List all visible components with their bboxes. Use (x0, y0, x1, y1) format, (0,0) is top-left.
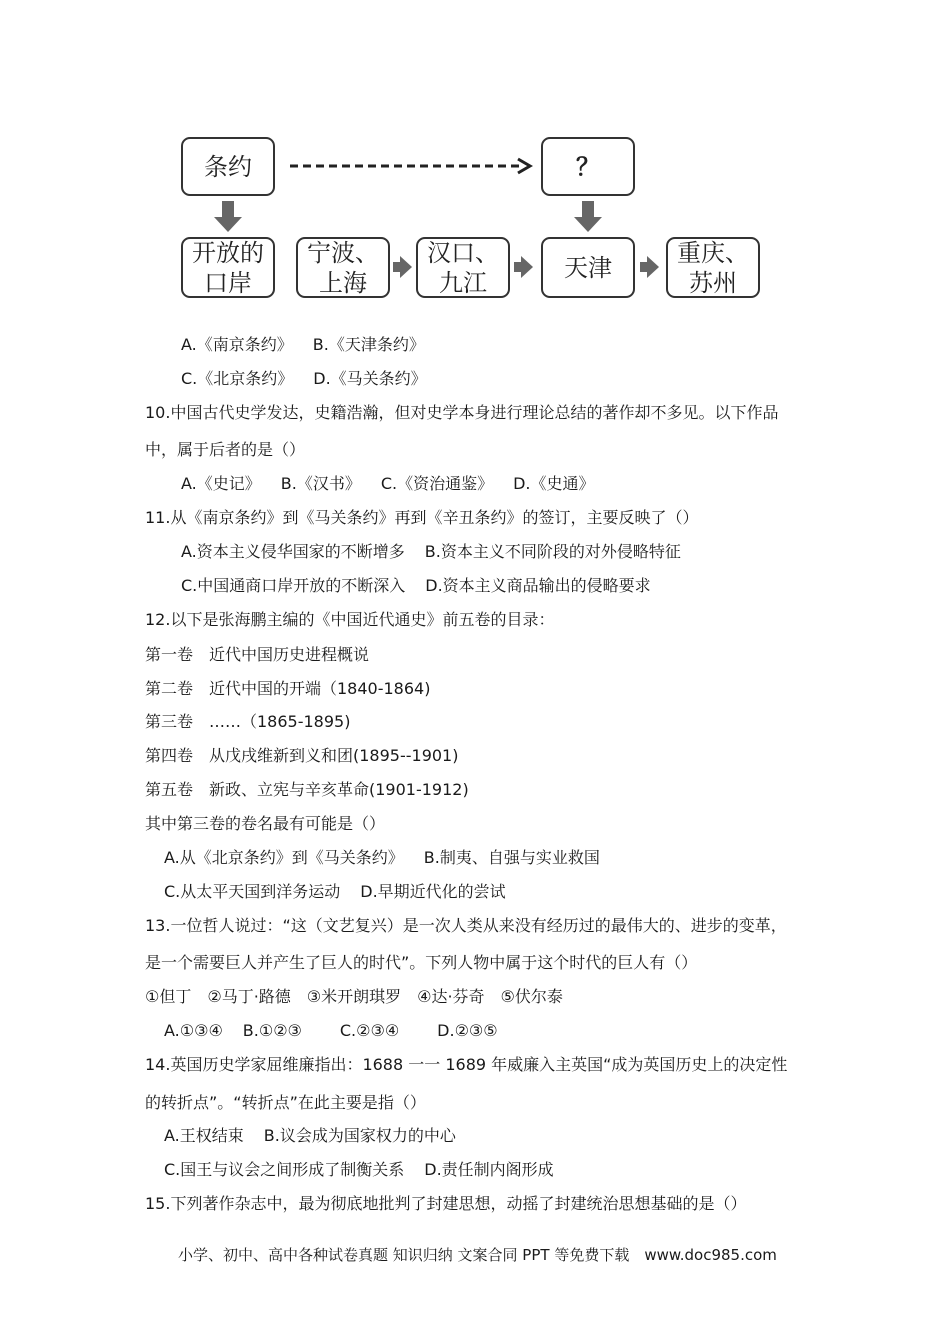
q12-volume-5: 第五卷 新政、立宪与辛亥革命(1901-1912) (145, 780, 469, 799)
q12-option-a: A.从《北京条约》到《马关条约》 (164, 848, 404, 867)
q10-option-b: B.《汉书》 (280, 474, 361, 493)
open-ports-line2: 口岸 (204, 268, 252, 297)
q13-people: ①但丁 ②马丁·路德 ③米开朗琪罗 ④达·芬奇 ⑤伏尔泰 (145, 987, 563, 1006)
q13-option-c: C.②③④ (339, 1021, 400, 1040)
q11-stem: 11.从《南京条约》到《马关条约》再到《辛丑条约》的签订，主要反映了（） (145, 508, 699, 527)
q14-option-d: D.责任制内阁形成 (424, 1160, 554, 1179)
q10-stem-line2: 中，属于后者的是（） (145, 440, 306, 459)
step-4-line1: 重庆、 (677, 238, 749, 267)
step-box-3 (541, 237, 635, 298)
q14-stem-line1: 14.英国历史学家屈维廉指出：1688 一一 1689 年威廉入主英国“成为英国历史上的决定性 (145, 1055, 788, 1074)
q12-volume-4: 第四卷 从戊戌维新到义和团(1895--1901) (145, 746, 459, 765)
step-1-line1: 宁波、 (307, 238, 379, 267)
q9-option-c: C.《北京条约》 (181, 369, 294, 388)
q14-options-row1 (164, 1126, 456, 1146)
q13-option-a: A.①③④ (164, 1021, 223, 1040)
q13-stem-line2: 是一个需要巨人并产生了巨人的时代”。下列人物中属于这个时代的巨人有（） (145, 953, 698, 972)
q11-options-row1 (181, 542, 681, 562)
dashed-arrow-head (518, 159, 530, 173)
q11-options-row2 (181, 576, 651, 596)
q9-option-d: D.《马关条约》 (313, 369, 427, 388)
right-arrow-1 (393, 256, 412, 278)
step-2-line1: 汉口、 (427, 238, 499, 267)
q12-option-d: D.早期近代化的尝试 (360, 882, 506, 901)
step-2-line2: 九江 (439, 268, 487, 297)
q13-option-b: B.①②③ (242, 1021, 302, 1040)
q11-option-a: A.资本主义侵华国家的不断增多 (181, 542, 405, 561)
q14-options-row2 (164, 1160, 554, 1180)
q9-options-row1 (181, 335, 425, 355)
q11-option-c: C.中国通商口岸开放的不断深入 (181, 576, 406, 595)
q12-stem: 12.以下是张海鹏主编的《中国近代通史》前五卷的目录： (145, 610, 555, 629)
q14-stem-line2: 的转折点”。“转折点”在此主要是指（） (145, 1093, 426, 1112)
q10-option-a: A.《史记》 (181, 474, 261, 493)
right-arrow-3 (640, 256, 659, 278)
q12-option-c: C.从太平天国到洋务运动 (164, 882, 341, 901)
q14-option-a: A.王权结束 (164, 1126, 244, 1145)
q12-options-row1 (164, 848, 600, 868)
right-arrow-2 (514, 256, 533, 278)
step-1-line2: 上海 (319, 268, 367, 297)
step-box-1 (296, 237, 390, 298)
open-ports-box (181, 237, 275, 298)
q10-option-c: C.《资治通鉴》 (380, 474, 494, 493)
open-ports-line1: 开放的 (192, 238, 264, 267)
q12-options-row2 (164, 882, 506, 902)
page-footer: 小学、初中、高中各种试卷真题 知识归纳 文案合同 PPT 等免费下载 www.doc985.com (178, 1246, 777, 1264)
q12-option-b: B.制夷、自强与实业救国 (423, 848, 600, 867)
q15-stem: 15.下列著作杂志中，最为彻底地批判了封建思想，动摇了封建统治思想基础的是（） (145, 1194, 747, 1213)
q9-option-a: A.《南京条约》 (181, 335, 293, 354)
q12-volume-2: 第二卷 近代中国的开端（1840-1864) (145, 679, 431, 698)
q12-ask: 其中第三卷的卷名最有可能是（） (145, 814, 386, 833)
step-box-4 (666, 237, 760, 298)
q9-options-row2 (181, 369, 427, 389)
down-arrow-left (214, 201, 242, 232)
down-arrow-right (574, 201, 602, 232)
q11-option-d: D.资本主义商品输出的侵略要求 (425, 576, 651, 595)
q14-option-c: C.国王与议会之间形成了制衡关系 (164, 1160, 405, 1179)
step-4-line2: 苏州 (689, 268, 737, 297)
q10-stem-line1: 10.中国古代史学发达，史籍浩瀚，但对史学本身进行理论总结的著作却不多见。以下作品 (145, 403, 779, 422)
q13-stem-line1: 13.一位哲人说过：“这（文艺复兴）是一次人类从来没有经历过的最伟大的、进步的变革， (145, 916, 787, 935)
q13-option-d: D.②③⑤ (437, 1021, 498, 1040)
q12-volume-3: 第三卷 ……（1865-1895) (145, 712, 351, 731)
treaty-ports-diagram (0, 0, 950, 320)
step-box-2 (416, 237, 510, 298)
step-3-line1: 天津 (564, 253, 612, 282)
q10-options (181, 474, 595, 494)
q12-volume-1: 第一卷 近代中国历史进程概说 (145, 645, 370, 664)
q10-option-d: D.《史通》 (513, 474, 595, 493)
q9-option-b: B.《天津条约》 (312, 335, 425, 354)
question-box-label: ？ (576, 152, 600, 181)
q13-options (164, 1021, 498, 1041)
q11-option-b: B.资本主义不同阶段的对外侵略特征 (424, 542, 681, 561)
q14-option-b: B.议会成为国家权力的中心 (263, 1126, 456, 1145)
treaty-box-label: 条约 (204, 152, 252, 181)
